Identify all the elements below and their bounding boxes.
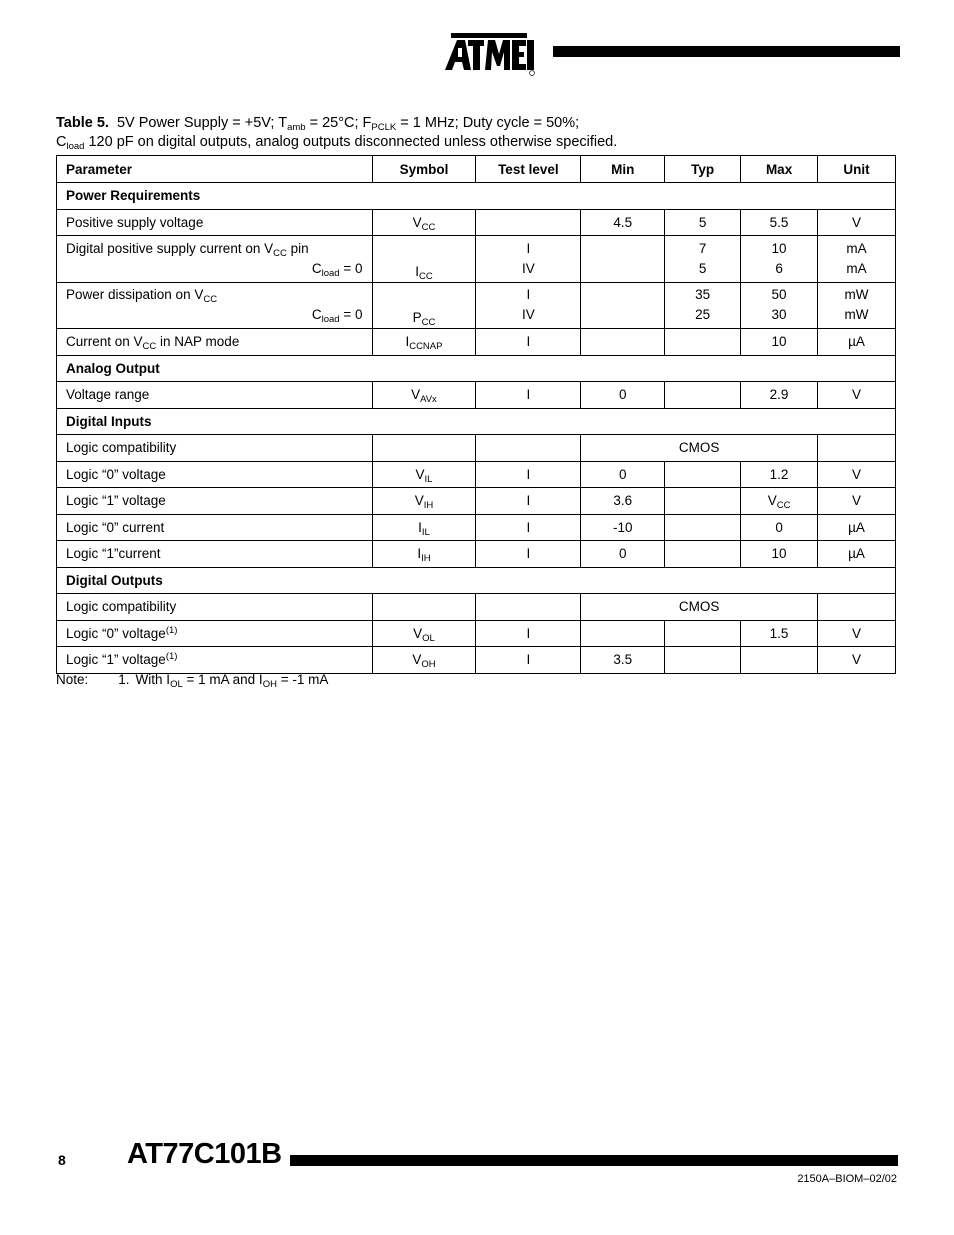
param-cell: Logic compatibility: [57, 435, 373, 462]
min-cell: -10: [581, 514, 665, 541]
section-row: [57, 408, 896, 435]
footnote-ref: (1): [165, 651, 178, 663]
max-cell: 2.9: [741, 382, 818, 409]
symbol-cell: $V_{OH}$: [372, 647, 476, 674]
typ-cell: [665, 382, 741, 409]
section-digital-outputs: Digital Outputs: [57, 567, 896, 594]
unit-cell: mW mW: [818, 282, 896, 329]
max-cell: 5.5: [741, 209, 818, 236]
col-header-symbol: Symbol: [372, 156, 476, 183]
col-header-unit: Unit: [818, 156, 896, 183]
typ-cell: [665, 541, 741, 568]
unit-cell: µA: [818, 329, 896, 356]
col-header-test-level: Test level: [476, 156, 581, 183]
max-cell: 10: [741, 541, 818, 568]
test-cell: I: [476, 647, 581, 674]
table-label: Table 5.: [56, 115, 109, 131]
unit-cell: V: [818, 461, 896, 488]
test-cell: I: [476, 514, 581, 541]
col-header-parameter: Parameter: [57, 156, 373, 183]
typ-cell: [665, 647, 741, 674]
param-cell: Logic compatibility: [57, 594, 373, 621]
param-cell: Logic “1” voltage: [57, 488, 373, 515]
table-row: [57, 435, 896, 462]
table-row: [57, 514, 896, 541]
unit-cell: V: [818, 382, 896, 409]
unit-cell: [818, 594, 896, 621]
table-row: [57, 236, 896, 283]
value-cell: CMOS: [581, 594, 818, 621]
max-cell: 1.2: [741, 461, 818, 488]
min-cell: 3.5: [581, 647, 665, 674]
test-cell: I: [476, 488, 581, 515]
section-row: [57, 183, 896, 210]
param-cell: Logic “0” voltage: [57, 461, 373, 488]
typ-cell: 5: [665, 209, 741, 236]
typ-cell: 35 25: [665, 282, 741, 329]
test-cell: [476, 209, 581, 236]
footer-rule: [290, 1155, 898, 1166]
table-row: [57, 620, 896, 647]
table-row: [57, 282, 896, 329]
symbol-cell: [372, 594, 476, 621]
test-cell: I: [476, 620, 581, 647]
symbol-cell: $I_{IH}$: [372, 541, 476, 568]
symbol-cell: $V_{OL}$: [372, 620, 476, 647]
max-cell: 1.5: [741, 620, 818, 647]
unit-cell: V: [818, 209, 896, 236]
min-cell: [581, 329, 665, 356]
document-code: 2150A–BIOM–02/02: [797, 1173, 897, 1185]
table-caption: Table 5. 5V Power Supply = +5V; $T_{amb} = 25^\circ C$; $F_{PCLK} = 1$ MHz; Duty cycle = 50%; $C_{load}$ 120 pF on digital outputs, analog outputs disconnected unless otherwise specified.: [56, 115, 618, 152]
symbol-cell: $I_{CCNAP}$: [372, 329, 476, 356]
test-cell: I: [476, 461, 581, 488]
typ-cell: [665, 514, 741, 541]
param-cell: Logic “1”current: [57, 541, 373, 568]
min-cell: [581, 620, 665, 647]
table-row: [57, 209, 896, 236]
param-cell: Logic “0” voltage$^{(1)}$: [57, 620, 373, 647]
test-cell: [476, 594, 581, 621]
page-number: 8: [58, 1152, 66, 1168]
param-cell: Digital positive supply current on $V_{CC}$ pin $C_{load} = 0$: [57, 236, 373, 283]
max-cell: $V_{CC}$: [741, 488, 818, 515]
max-cell: 10 6: [741, 236, 818, 283]
header-row: [57, 156, 896, 183]
typ-cell: [665, 620, 741, 647]
min-cell: [581, 282, 665, 329]
table-note: Note: 1. With $I_{OL} = 1$ mA and $I_{OH} = -1$ mA: [56, 672, 329, 690]
footnote-ref: (1): [165, 624, 178, 636]
min-cell: 0: [581, 461, 665, 488]
unit-cell: µA: [818, 514, 896, 541]
test-cell: I IV: [476, 236, 581, 283]
section-digital-inputs: Digital Inputs: [57, 408, 896, 435]
value-cell: CMOS: [581, 435, 818, 462]
symbol-cell: $V_{CC}$: [372, 209, 476, 236]
unit-cell: V: [818, 647, 896, 674]
max-cell: [741, 647, 818, 674]
col-header-typ: Typ: [665, 156, 741, 183]
param-cell: Current on $V_{CC}$ in NAP mode: [57, 329, 373, 356]
unit-cell: V: [818, 488, 896, 515]
min-cell: 3.6: [581, 488, 665, 515]
max-cell: 0: [741, 514, 818, 541]
table-row: [57, 329, 896, 356]
table-row: [57, 461, 896, 488]
max-cell: 10: [741, 329, 818, 356]
typ-cell: 7 5: [665, 236, 741, 283]
param-cell: Logic “1” voltage$^{(1)}$: [57, 647, 373, 674]
min-cell: 0: [581, 541, 665, 568]
param-cell: Voltage range: [57, 382, 373, 409]
section-row: [57, 355, 896, 382]
section-power-requirements: Power Requirements: [57, 183, 896, 210]
test-cell: I: [476, 329, 581, 356]
symbol-cell: [372, 435, 476, 462]
typ-cell: [665, 461, 741, 488]
symbol-cell: $I_{CC}$: [372, 236, 476, 283]
min-cell: 0: [581, 382, 665, 409]
min-cell: [581, 236, 665, 283]
section-row: [57, 567, 896, 594]
symbol-cell: $P_{CC}$: [372, 282, 476, 329]
test-cell: I: [476, 382, 581, 409]
test-cell: I: [476, 541, 581, 568]
symbol-cell: $I_{IL}$: [372, 514, 476, 541]
table-row: [57, 382, 896, 409]
unit-cell: [818, 435, 896, 462]
symbol-cell: $V_{IH}$: [372, 488, 476, 515]
product-title: AT77C101B: [127, 1138, 282, 1170]
section-analog-output: Analog Output: [57, 355, 896, 382]
unit-cell: mA mA: [818, 236, 896, 283]
atmel-logo: [441, 30, 537, 76]
symbol-cell: $V_{IL}$: [372, 461, 476, 488]
max-cell: 50 30: [741, 282, 818, 329]
table-row: [57, 541, 896, 568]
table-row: [57, 594, 896, 621]
header-rule: [553, 46, 900, 57]
typ-cell: [665, 329, 741, 356]
specification-table: [56, 155, 896, 674]
param-cell: Power dissipation on $V_{CC}$ $C_{load} = 0$: [57, 282, 373, 329]
col-header-max: Max: [741, 156, 818, 183]
symbol-cell: $V_{AVx}$: [372, 382, 476, 409]
test-cell: I IV: [476, 282, 581, 329]
col-header-min: Min: [581, 156, 665, 183]
param-cell: Positive supply voltage: [57, 209, 373, 236]
test-cell: [476, 435, 581, 462]
unit-cell: V: [818, 620, 896, 647]
unit-cell: µA: [818, 541, 896, 568]
min-cell: 4.5: [581, 209, 665, 236]
typ-cell: [665, 488, 741, 515]
table-row: [57, 647, 896, 674]
param-cell: Logic “0” current: [57, 514, 373, 541]
table-row: [57, 488, 896, 515]
